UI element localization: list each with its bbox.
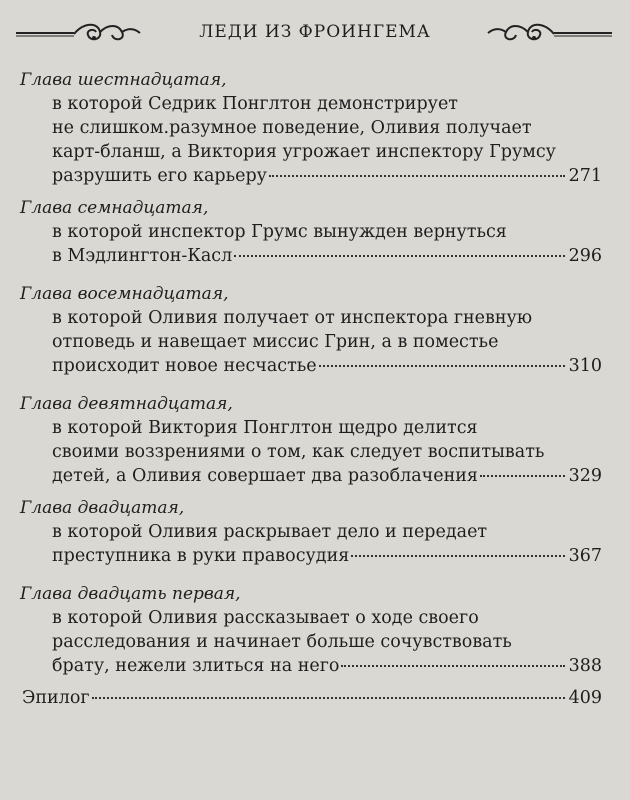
entry-line: разрушить его карьеру: [52, 166, 267, 186]
page-number: 296: [568, 246, 602, 266]
page-header: [0, 18, 630, 48]
entry-line: своими воззрениями о том, как следует воспитывать: [52, 442, 545, 462]
entry-line: брату, нежели злиться на него: [52, 656, 340, 676]
toc-leader-line[interactable]: [52, 166, 602, 186]
page-number: 329: [568, 466, 602, 486]
entry-line: в которой Оливия раскрывает дело и передает: [52, 522, 488, 542]
page-number: 310: [568, 356, 602, 376]
toc-leader-line[interactable]: [52, 356, 602, 376]
entry-line: детей, а Оливия совершает два разоблачения: [52, 466, 478, 486]
entry-line: расследования и начинает больше сочувствовать: [52, 632, 512, 652]
page-number: 271: [568, 166, 602, 186]
dot-leader: [351, 554, 564, 557]
chapter-title: Глава шестнадцатая,: [20, 70, 227, 90]
page-number: 388: [568, 656, 602, 676]
entry-line: отповедь и навещает миссис Грин, а в поместье: [52, 332, 499, 352]
dot-leader: [319, 364, 565, 367]
toc-leader-line[interactable]: [52, 546, 602, 566]
dot-leader: [234, 254, 564, 257]
entry-line: в которой Оливия получает от инспектора гневную: [52, 308, 533, 328]
chapter-title: Глава девятнадцатая,: [20, 394, 233, 414]
entry-line: происходит новое несчастье: [52, 356, 317, 376]
page-number: 367: [568, 546, 602, 566]
dot-leader: [92, 696, 565, 699]
entry-line: в которой Седрик Понглтон демонстрирует: [52, 94, 458, 114]
entry-line: в которой Виктория Понглтон щедро делится: [52, 418, 478, 438]
chapter-title: Глава семнадцатая,: [20, 198, 209, 218]
entry-line: не слишком.разумное поведение, Оливия получает: [52, 118, 532, 138]
entry-line: преступника в руки правосудия: [52, 546, 350, 566]
entry-line: в Мэдлингтон-Касл: [52, 246, 233, 266]
chapter-title: Глава двадцать первая,: [20, 584, 241, 604]
dot-leader: [341, 664, 564, 667]
flourish-ornament-icon: [482, 20, 614, 44]
dot-leader: [480, 474, 565, 477]
entry-line: в которой инспектор Грумс вынужден вернуться: [52, 222, 507, 242]
dot-leader: [269, 174, 565, 177]
entry-line: карт-бланш, а Виктория угрожает инспектору Грумсу: [52, 142, 556, 162]
chapter-title: Глава двадцатая,: [20, 498, 185, 518]
entry-line: в которой Оливия рассказывает о ходе своего: [52, 608, 479, 628]
toc-leader-line[interactable]: [52, 656, 602, 676]
chapter-title: Глава восемнадцатая,: [20, 284, 229, 304]
page-number: 409: [568, 688, 602, 708]
running-title: ЛЕДИ ИЗ ФРОИНГЕМА: [199, 22, 431, 42]
toc-leader-line[interactable]: [22, 688, 602, 708]
toc-leader-line[interactable]: [52, 246, 602, 266]
toc-leader-line[interactable]: [52, 466, 602, 486]
epilog-label: Эпилог: [22, 688, 90, 708]
